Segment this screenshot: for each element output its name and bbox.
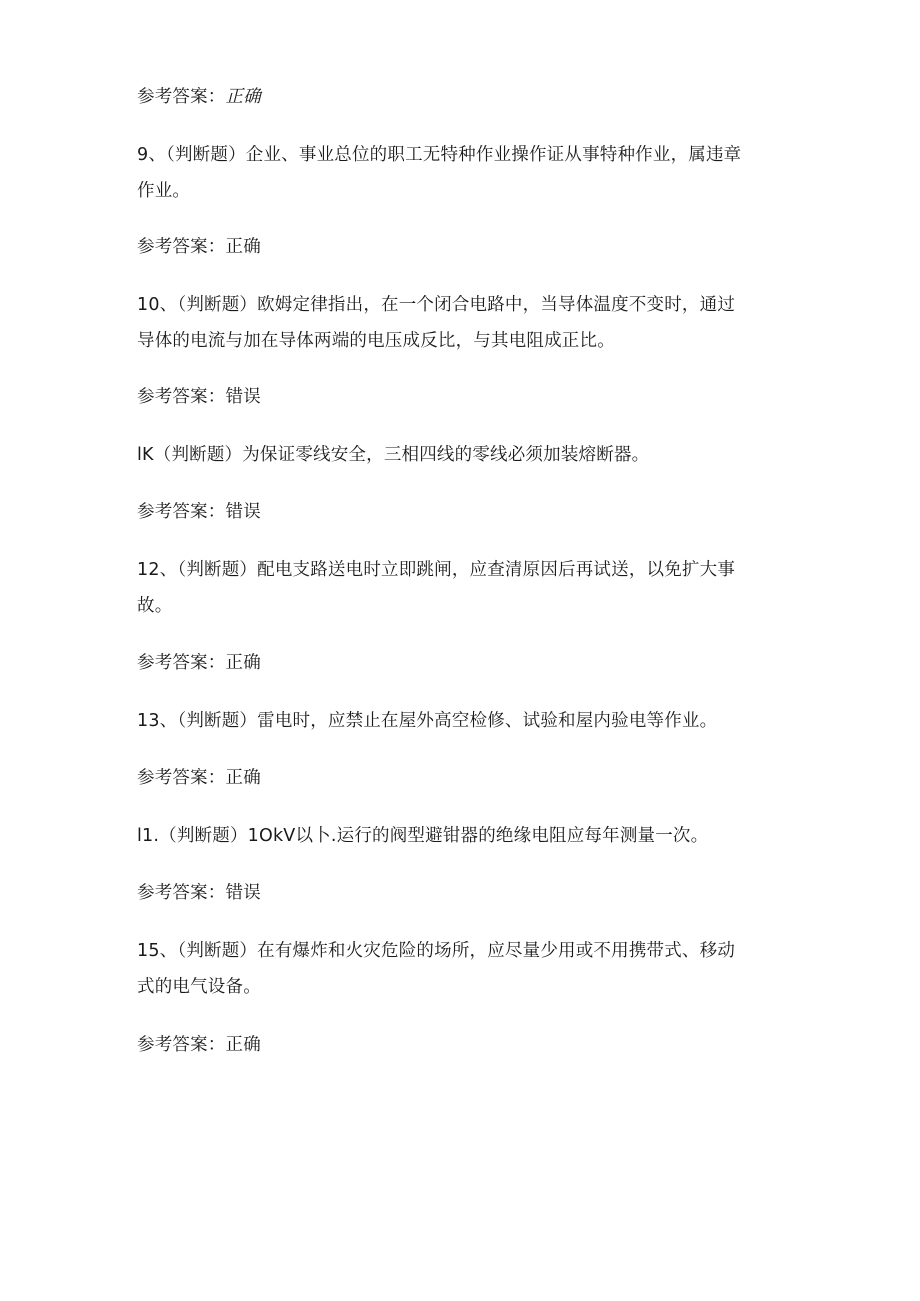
answer-value: 错误 (225, 387, 261, 407)
question-15-line-2: 式的电气设备。 (137, 977, 261, 997)
answer-10 (137, 382, 797, 412)
answer-label: 参考答案： (137, 1035, 226, 1055)
answer-11 (137, 497, 797, 527)
answer-label: 参考答案： (137, 237, 226, 257)
question-13-line-1: 13、（判断题）雷电时，应禁止在屋外高空检修、试验和屋内验电等作业。 (137, 711, 718, 731)
question-9-line-1: 9、（判断题）企业、事业总位的职工无特种作业操作证从事特种作业，属违章 (137, 145, 742, 165)
question-15-line-1: 15、（判断题）在有爆炸和火灾危险的场所，应尽量少用或不用携带式、移动 (137, 941, 736, 961)
answer-13 (137, 763, 797, 793)
answer-value: 正确 (225, 237, 261, 257)
question-11-line-1: lK（判断题）为保证零线安全，三相四线的零线必须加装熔断器。 (137, 445, 650, 465)
answer-14 (137, 878, 797, 908)
answer-value: 正确 (225, 1035, 261, 1055)
answer-15 (137, 1030, 797, 1060)
question-10-line-1: 10、（判断题）欧姆定律指出，在一个闭合电路中，当导体温度不变时，通过 (137, 295, 736, 315)
answer-value: 错误 (225, 502, 261, 522)
answer-value: 正确 (225, 653, 261, 673)
answer-label: 参考答案： (137, 768, 226, 788)
answer-9 (137, 232, 797, 262)
answer-label: 参考答案： (137, 653, 226, 673)
answer-value: 错误 (225, 883, 261, 903)
answer-label: 参考答案： (137, 883, 226, 903)
question-12-line-2: 故。 (137, 596, 173, 616)
answer-label: 参考答案： (137, 87, 226, 107)
answer-value: 正确 (225, 768, 261, 788)
answer-8 (137, 82, 797, 112)
question-10-line-2: 导体的电流与加在导体两端的电压成反比，与其电阻成正比。 (137, 331, 615, 351)
question-14-line-1: l1.（判断题）1OkV以卜.运行的阀型避钳器的绝缘电阻应每年测量一次。 (137, 826, 709, 846)
question-9-line-2: 作业。 (137, 181, 191, 201)
answer-label: 参考答案： (137, 502, 226, 522)
question-12-line-1: 12、（判断题）配电支路送电时立即跳闸，应查清原因后再试送，以免扩大事 (137, 560, 736, 580)
answer-12 (137, 648, 797, 678)
answer-value: 正确 (225, 87, 261, 107)
answer-label: 参考答案： (137, 387, 226, 407)
